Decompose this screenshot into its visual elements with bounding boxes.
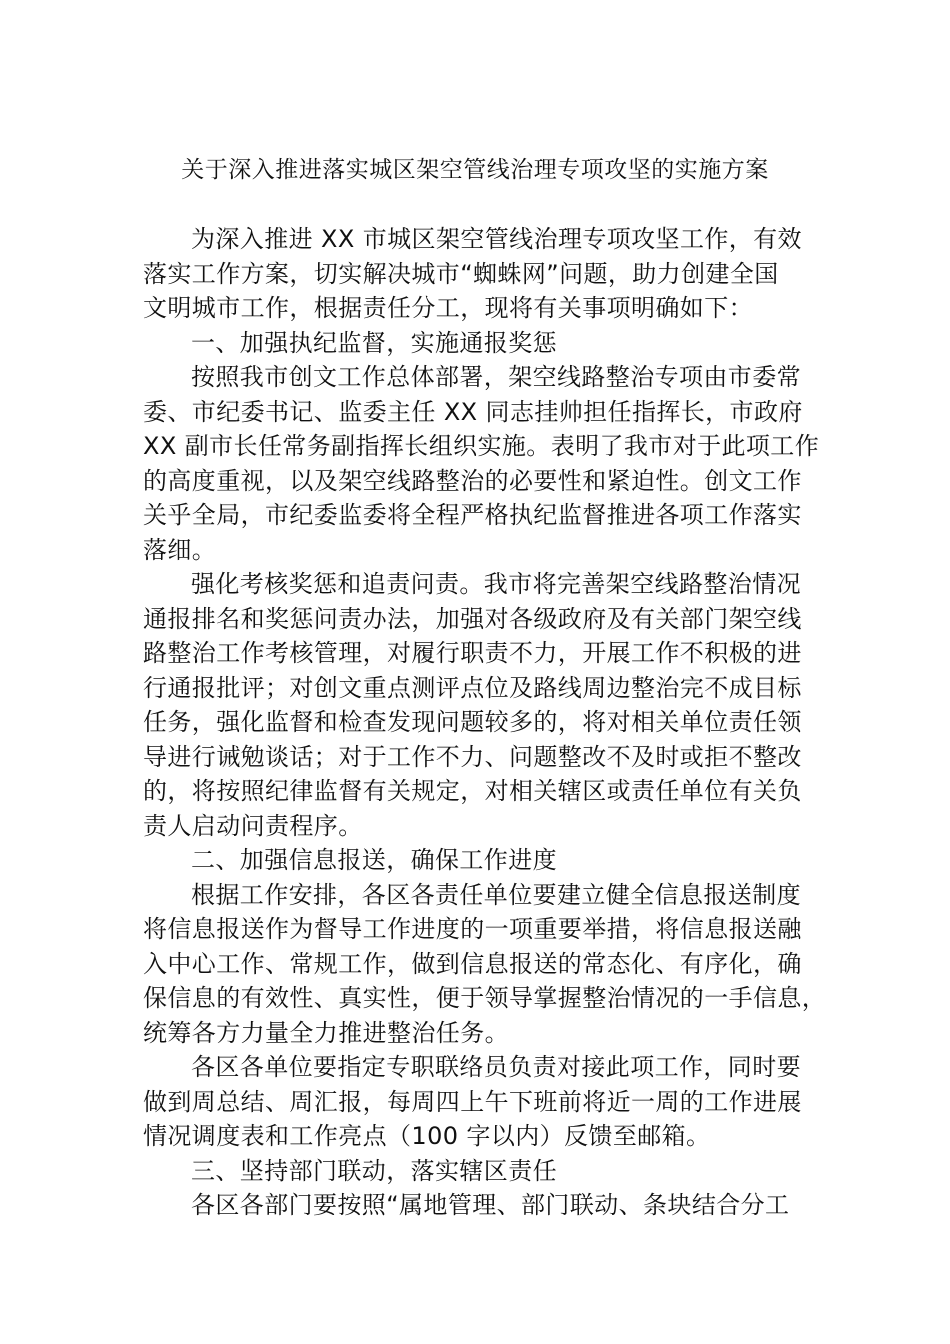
paragraph-line: 为深入推进 XX 市城区架空管线治理专项攻坚工作，有效 bbox=[191, 225, 802, 253]
paragraph-line: 路整治工作考核管理，对履行职责不力，开展工作不积极的进 bbox=[143, 639, 802, 667]
paragraph-line: 导进行诫勉谈话；对于工作不力、问题整改不及时或拒不整改 bbox=[143, 742, 802, 771]
paragraph-line: 保信息的有效性、真实性，便于领导掌握整治情况的一手信息， bbox=[143, 984, 827, 1012]
paragraph-line: 落细。 bbox=[143, 535, 217, 564]
paragraph-line: 入中心工作、常规工作，做到信息报送的常态化、有序化，确 bbox=[143, 949, 802, 978]
document-title: 关于深入推进落实城区架空管线治理专项攻坚的实施方案 bbox=[181, 157, 769, 183]
paragraph-line: 根据工作安排，各区各责任单位要建立健全信息报送制度 bbox=[191, 880, 801, 909]
paragraph-line: 各区各单位要指定专职联络员负责对接此项工作，同时要 bbox=[191, 1053, 801, 1081]
paragraph-line: 按照我市创文工作总体部署，架空线路整治专项由市委常 bbox=[191, 363, 801, 391]
paragraph-line: 做到周总结、周汇报，每周四上午下班前将近一周的工作进展 bbox=[143, 1087, 802, 1116]
paragraph-line: 任务，强化监督和检查发现问题较多的，将对相关单位责任领 bbox=[143, 708, 802, 736]
paragraph-line: 的高度重视，以及架空线路整治的必要性和紧迫性。创文工作 bbox=[143, 466, 802, 495]
paragraph-line: 将信息报送作为督导工作进度的一项重要举措，将信息报送融 bbox=[143, 915, 802, 943]
paragraph-line: 行通报批评；对创文重点测评点位及路线周边整治完不成目标 bbox=[143, 673, 802, 702]
paragraph-line: 通报排名和奖惩问责办法，加强对各级政府及有关部门架空线 bbox=[143, 604, 802, 633]
paragraph-line: 情况调度表和工作亮点（100 字以内）反馈至邮箱。 bbox=[143, 1122, 711, 1150]
paragraph-line: 落实工作方案，切实解决城市“蜘蛛网”问题，助力创建全国 bbox=[143, 259, 779, 288]
paragraph-line: 的，将按照纪律监督有关规定，对相关辖区或责任单位有关负 bbox=[143, 777, 802, 805]
paragraph-line: XX 副市长任常务副指挥长组织实施。表明了我市对于此项工作 bbox=[143, 432, 820, 460]
paragraph-line: 各区各部门要按照“属地管理、部门联动、条块结合分工 bbox=[191, 1191, 790, 1219]
section-heading: 三、坚持部门联动，落实辖区责任 bbox=[191, 1156, 557, 1185]
paragraph-line: 关乎全局，市纪委监委将全程严格执纪监督推进各项工作落实 bbox=[143, 501, 802, 529]
paragraph-line: 统筹各方力量全力推进整治任务。 bbox=[143, 1018, 509, 1047]
paragraph-line: 强化考核奖惩和追责问责。我市将完善架空线路整治情况 bbox=[191, 570, 801, 598]
paragraph-line: 责人启动问责程序。 bbox=[143, 811, 363, 840]
document-body bbox=[143, 222, 827, 1223]
paragraph-line: 文明城市工作，根据责任分工，现将有关事项明确如下： bbox=[143, 294, 753, 322]
paragraph-line: 委、市纪委书记、监委主任 XX 同志挂帅担任指挥长，市政府 bbox=[143, 397, 803, 426]
section-heading: 二、加强信息报送，确保工作进度 bbox=[191, 846, 557, 874]
section-heading: 一、加强执纪监督，实施通报奖惩 bbox=[191, 328, 557, 357]
